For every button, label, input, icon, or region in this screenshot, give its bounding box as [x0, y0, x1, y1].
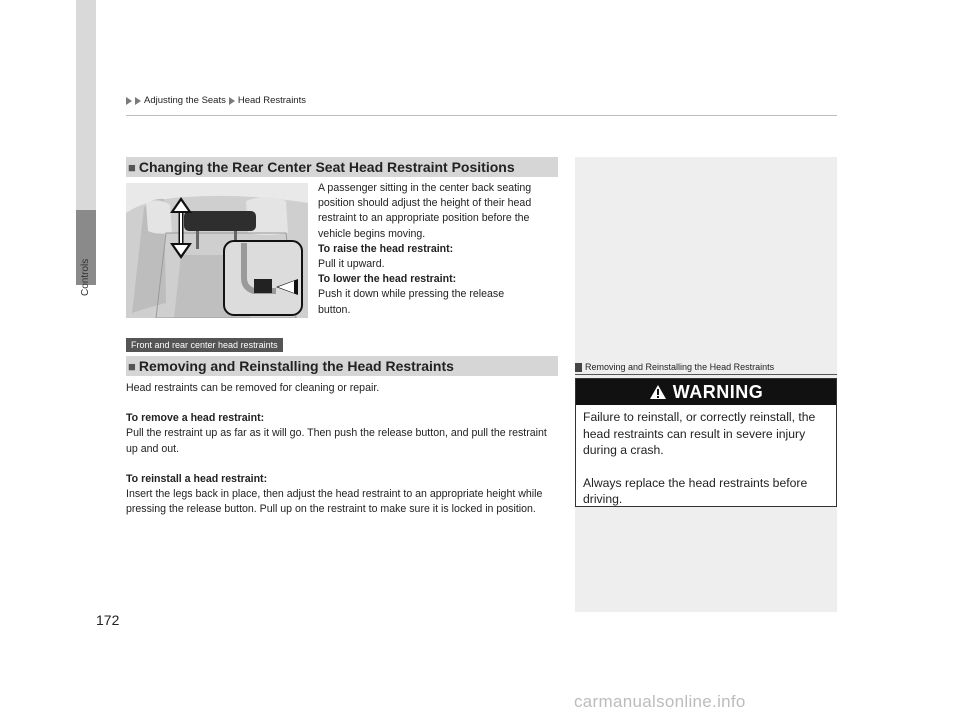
section1-text — [318, 181, 558, 318]
note-rule — [575, 374, 837, 375]
side-tab-light — [76, 0, 96, 210]
lower-text: Push it down while pressing the release button. — [318, 288, 505, 316]
section-heading-removing — [126, 356, 558, 376]
reinstall-text: Insert the legs back in place, then adjust the head restraint to an appropriate height while pressing the release button. Pull up on the restraint to make sure it is locked in position. — [126, 488, 543, 516]
breadcrumb-parent[interactable]: Adjusting the Seats — [144, 95, 226, 106]
figure-caption: Front and rear center head restraints — [126, 338, 283, 352]
warning-header — [576, 379, 836, 405]
breadcrumb-arrow-icon — [126, 97, 132, 105]
raise-text: Pull it upward. — [318, 258, 385, 271]
square-bullet-icon: ■ — [128, 159, 136, 175]
note-title-text: Removing and Reinstalling the Head Restraints — [585, 362, 775, 372]
side-tab-label: Controls — [80, 258, 91, 296]
reinstall-heading: To reinstall a head restraint: — [126, 472, 268, 485]
page-number: 172 — [96, 612, 120, 628]
breadcrumb-current: Head Restraints — [237, 95, 306, 106]
breadcrumb-arrow-icon — [135, 97, 141, 105]
note-title — [575, 362, 774, 372]
header-rule — [126, 115, 837, 116]
remove-heading: To remove a head restraint: — [126, 412, 265, 425]
warning-box — [575, 378, 837, 507]
remove-text: Pull the restraint up as far as it will go. Then push the release button, and pull the restraint up and out. — [126, 427, 547, 455]
note-icon — [575, 363, 582, 372]
intro-paragraph: Head restraints can be removed for cleaning or repair. — [126, 382, 380, 394]
warning-label: WARNING — [672, 381, 764, 402]
square-bullet-icon: ■ — [128, 358, 136, 374]
warning-text: Always replace the head restraints before driving. — [583, 475, 808, 506]
breadcrumb — [126, 95, 306, 106]
intro-paragraph: A passenger sitting in the center back seating position should adjust the height of their head restraint to an appropriate position before the vehicle begins moving. — [318, 182, 532, 240]
breadcrumb-arrow-icon — [229, 97, 235, 105]
section-heading-text: Changing the Rear Center Seat Head Restraint Positions — [138, 159, 515, 175]
head-restraint-illustration — [126, 183, 308, 318]
side-tab — [76, 0, 96, 722]
warning-icon — [649, 384, 667, 400]
lower-heading: To lower the head restraint: — [318, 273, 457, 286]
section2-text — [126, 381, 556, 517]
section-heading-rear-center — [126, 157, 558, 177]
warning-text: Failure to reinstall, or correctly reinstall, the head restraints can result in severe injury during a crash. — [583, 410, 816, 457]
section-heading-text: Removing and Reinstalling the Head Restraints — [138, 358, 454, 374]
raise-heading: To raise the head restraint: — [318, 242, 454, 255]
watermark: carmanualsonline.info — [574, 692, 746, 711]
warning-body — [583, 409, 831, 524]
